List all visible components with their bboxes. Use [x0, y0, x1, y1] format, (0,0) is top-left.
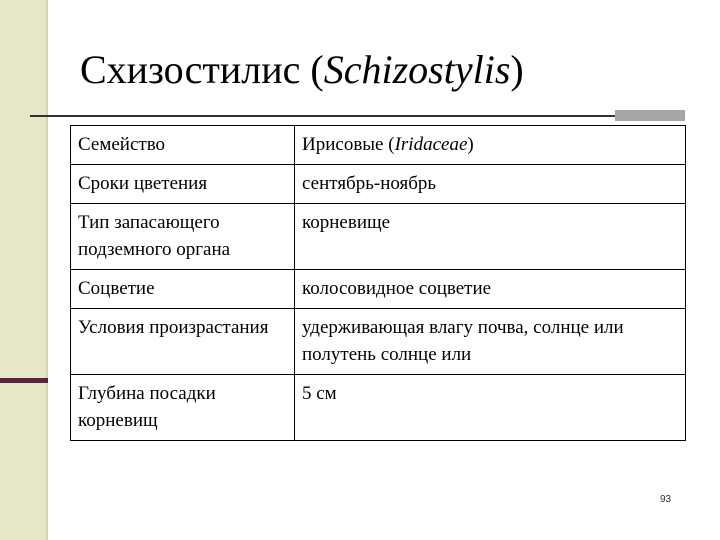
row-value: корневище — [295, 204, 686, 270]
row-label: Соцветие — [71, 270, 295, 309]
title-latin: Schizostylis — [323, 47, 511, 92]
row-value: удерживающая влагу почва, солнце или полутень солнце или — [295, 309, 686, 375]
row-label: Условия произрастания — [71, 309, 295, 375]
left-decor-band — [0, 0, 46, 540]
row-label: Сроки цветения — [71, 165, 295, 204]
family-name: Ирисовые ( — [302, 134, 395, 155]
table-row — [71, 309, 686, 375]
left-decor-edge — [46, 0, 48, 540]
slide-title — [80, 42, 524, 98]
title-divider — [30, 115, 615, 117]
table-row — [71, 204, 686, 270]
family-latin: Iridaceae — [394, 134, 468, 155]
table-row — [71, 165, 686, 204]
title-close: ) — [510, 47, 524, 92]
row-value: сентябрь-ноябрь — [295, 165, 686, 204]
row-label: Глубина посадки корневищ — [71, 375, 295, 441]
page-number: 93 — [660, 494, 672, 505]
table-row — [71, 375, 686, 441]
plant-info-table — [70, 125, 686, 441]
row-value: колосовидное соцветие — [295, 270, 686, 309]
table-row — [71, 270, 686, 309]
row-label: Тип запасающего подземного органа — [71, 204, 295, 270]
table-row — [71, 126, 686, 165]
row-label: Семейство — [71, 126, 295, 165]
row-value — [295, 126, 686, 165]
title-main: Схизостилис ( — [80, 47, 324, 92]
accent-bar — [0, 378, 48, 383]
decor-grey-block — [615, 110, 685, 121]
family-close: ) — [467, 134, 474, 155]
row-value: 5 см — [295, 375, 686, 441]
